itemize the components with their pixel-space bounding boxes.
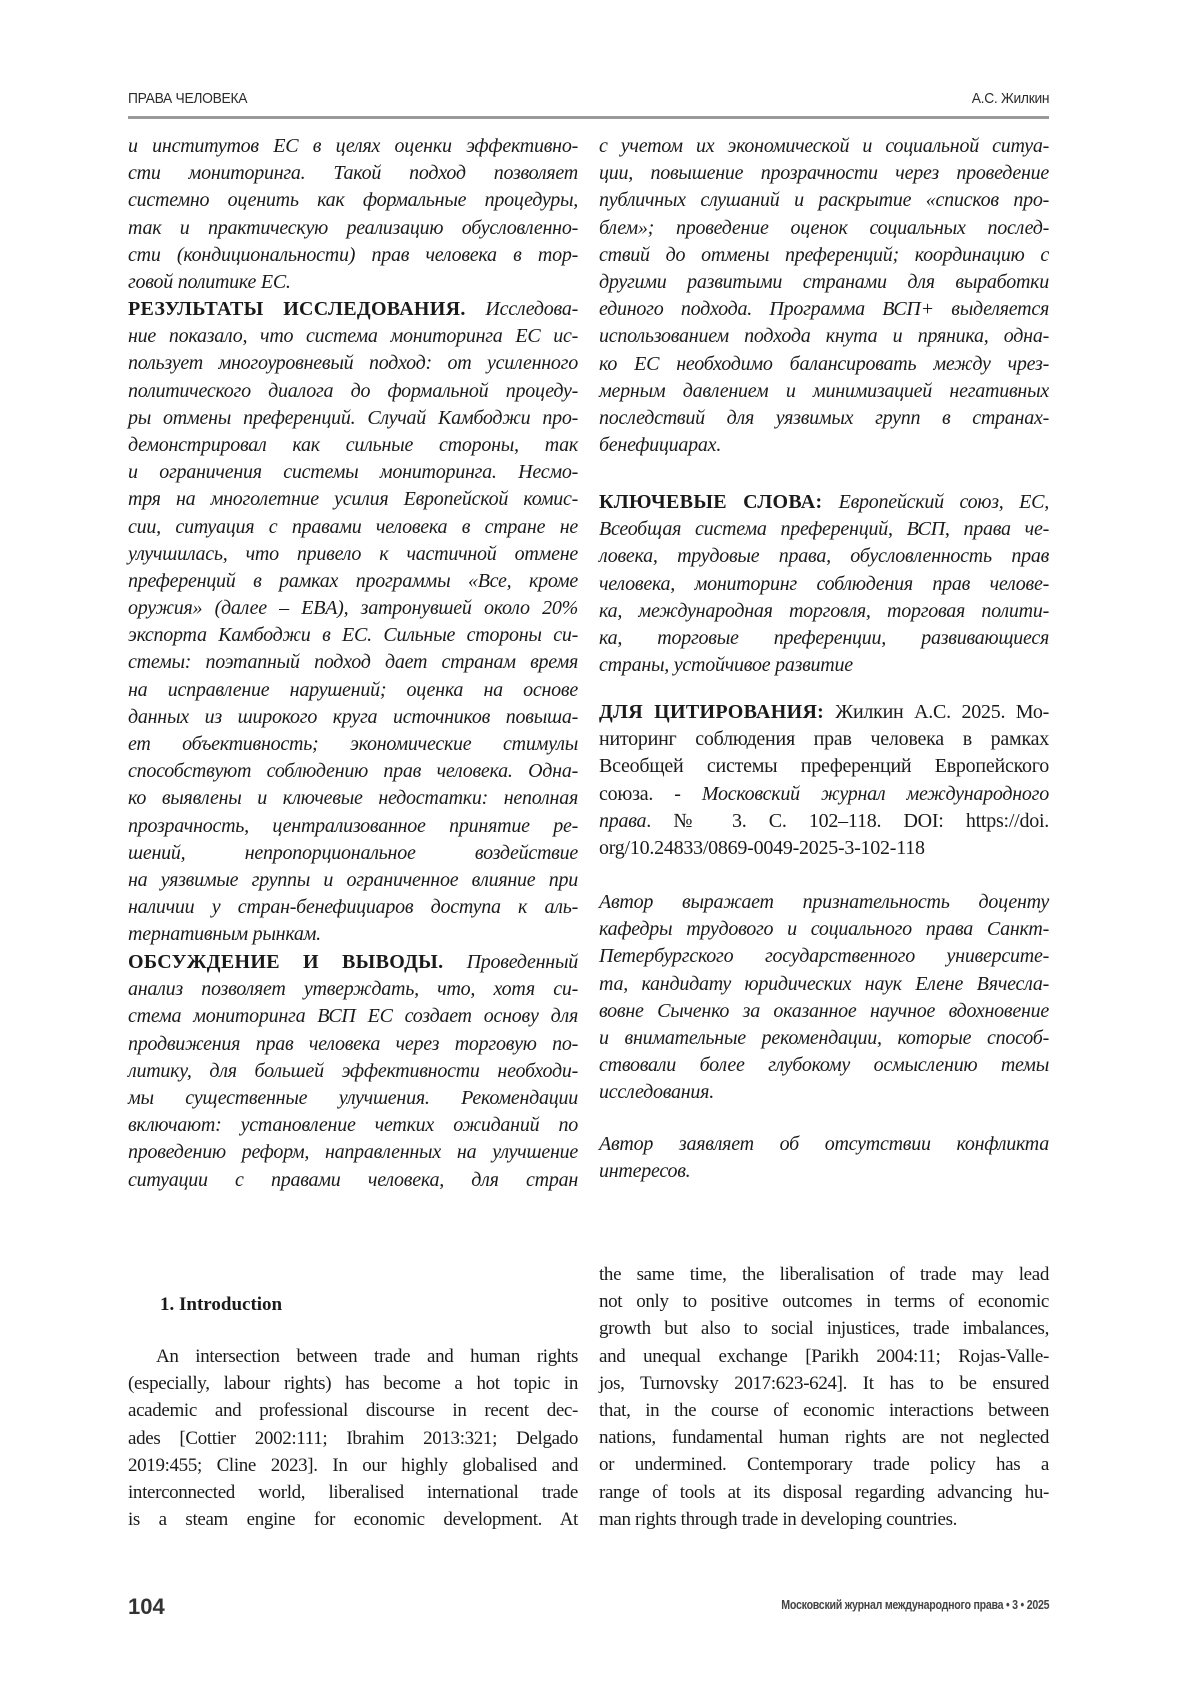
page-number: 104: [128, 1594, 165, 1620]
line-text: на уязвимые группы и ограниченное влияние при: [128, 869, 578, 891]
line-text: Всеобщей системы преференций Европейского: [599, 755, 1049, 777]
line-text: другими развитыми странами для выработки: [599, 271, 1049, 293]
line-text: мы существенные улучшения. Рекомендации: [128, 1087, 578, 1109]
keywords: [599, 489, 1049, 679]
acknowledgement: [599, 889, 1049, 1107]
line-text: преференций в рамках программы «Все, кроме: [128, 570, 578, 592]
line-text: Всеобщая система преференций, ВСП, права че-: [599, 518, 1049, 540]
text-line: [599, 1261, 1049, 1288]
line-text: пользует многоуровневый подход: от усиленного: [128, 352, 578, 374]
text-line: [599, 489, 1049, 516]
text-line: [128, 1343, 578, 1370]
text-line: [599, 516, 1049, 543]
text-line: [599, 1131, 1049, 1158]
text-line: [128, 1003, 578, 1030]
line-text: ка, торговые преференции, развивающиеся: [599, 627, 1049, 649]
line-text: ко ЕС необходимо балансировать между чрез-: [599, 353, 1049, 375]
text-line: [599, 625, 1049, 652]
line-text: Автор выражает признательность доценту: [599, 891, 1049, 913]
line-text: системно оценить как формальные процедуры,: [128, 189, 578, 211]
text-line: [128, 1031, 578, 1058]
line-text: or undermined. Contemporary trade policy has a: [599, 1454, 1049, 1475]
section-heading-introduction: 1. Introduction: [160, 1291, 282, 1318]
text-line: [128, 160, 578, 187]
line-text: улучшилась, что привело к частичной отмене: [128, 543, 578, 565]
line-text: Исследова-: [485, 298, 578, 320]
text-line: [128, 242, 578, 269]
line-text: range of tools at its disposal regarding advancing hu-: [599, 1482, 1049, 1503]
text-line: [128, 350, 578, 377]
line-text: ции, повышение прозрачности через проведение: [599, 162, 1049, 184]
text-line: [599, 1424, 1049, 1451]
line-text: ствовали более глубокому осмыслению темы: [599, 1054, 1049, 1076]
text-line: [599, 1052, 1049, 1079]
line-text: продвижения прав человека через торговую по-: [128, 1033, 578, 1055]
text-line: [599, 943, 1049, 970]
paragraph-lead: РЕЗУЛЬТАТЫ ИССЛЕДОВАНИЯ.: [128, 298, 485, 320]
text-line: [599, 753, 1049, 780]
text-line: [599, 160, 1049, 187]
line-text: сти мониторинга. Такой подход позволяет: [128, 162, 578, 184]
line-text: ние показало, что система мониторинга ЕС ис-: [128, 325, 578, 347]
text-line: [128, 758, 578, 785]
text-line: [128, 432, 578, 459]
text-line: [128, 894, 578, 921]
text-line: [599, 133, 1049, 160]
line-text: экспорта Камбоджи в ЕС. Сильные стороны си-: [128, 624, 578, 646]
abstract-methods-end: [128, 133, 578, 296]
text-line: [128, 269, 578, 296]
text-line: [128, 949, 578, 976]
text-line: [599, 571, 1049, 598]
text-line: [128, 731, 578, 758]
line-text: Автор заявляет об отсутствии конфликта: [599, 1133, 1049, 1155]
line-text: тря на многолетние усилия Европейской комис-: [128, 488, 578, 510]
line-text: Проведенный: [467, 951, 578, 973]
text-line: [128, 378, 578, 405]
text-line: [128, 486, 578, 513]
text-line: [128, 405, 578, 432]
text-line: [599, 215, 1049, 242]
line-text: ствий до отмены преференций; координацию с: [599, 244, 1049, 266]
text-line: [128, 1112, 578, 1139]
text-line: [128, 813, 578, 840]
line-text: публичных слушаний и раскрытие «списков про-: [599, 189, 1049, 211]
text-line: [128, 785, 578, 812]
line-text: проведению реформ, направленных на улучшение: [128, 1141, 578, 1163]
intro-paragraph: [128, 1343, 578, 1533]
text-segment: . № 3. С. 102–118. DOI: https://doi.: [646, 810, 1049, 832]
line-text: man rights through trade in developing countries.: [599, 1509, 957, 1530]
text-line: [599, 971, 1049, 998]
text-line: [599, 432, 1049, 459]
running-header-section: ПРАВА ЧЕЛОВЕКА: [128, 90, 247, 107]
text-line: [128, 541, 578, 568]
text-line: [128, 840, 578, 867]
text-line: [128, 187, 578, 214]
text-line: [599, 187, 1049, 214]
line-text: сии, ситуация с правами человека в стране не: [128, 516, 578, 538]
text-line: [599, 808, 1049, 835]
text-line: [599, 1079, 1049, 1106]
line-text: ниторинг соблюдения прав человека в рамках: [599, 728, 1049, 750]
running-header-author: А.С. Жилкин: [971, 90, 1049, 107]
line-text: Европейский союз, ЕС,: [839, 491, 1049, 513]
abstract-results: [128, 296, 578, 949]
line-text: (especially, labour rights) has become a hot topic in: [128, 1373, 578, 1394]
line-text: 2019:455; Cline 2023]. In our highly globalised and: [128, 1455, 578, 1476]
line-text: блем»; проведение оценок социальных послед-: [599, 217, 1049, 239]
line-text: и институтов ЕС в целях оценки эффективно-: [128, 135, 578, 157]
line-text: человека, мониторинг соблюдения прав челове-: [599, 573, 1049, 595]
line-text: вовне Сыченко за оказанное научное вдохновение: [599, 1000, 1049, 1022]
text-line: [128, 1085, 578, 1112]
line-text: так и практическую реализацию обусловленно-: [128, 217, 578, 239]
line-text: стема мониторинга ВСП ЕС создает основу для: [128, 1005, 578, 1027]
text-line: [599, 835, 1049, 862]
line-text: интересов.: [599, 1160, 690, 1182]
text-line: [599, 652, 1049, 679]
text-line: [599, 1451, 1049, 1478]
text-line: [599, 916, 1049, 943]
line-text: литику, для большей эффективности необходи-: [128, 1060, 578, 1082]
line-text: шений, непропорциональное воздействие: [128, 842, 578, 864]
text-line: [599, 1397, 1049, 1424]
intro-paragraph-continued: [599, 1261, 1049, 1533]
line-text: Петербургского государственного университе-: [599, 945, 1049, 967]
text-line: [128, 1167, 578, 1194]
line-text: включают: установление четких ожиданий по: [128, 1114, 578, 1136]
line-text: ades [Cottier 2002:111; Ibrahim 2013:321; Delgado: [128, 1428, 578, 1449]
text-line: [599, 726, 1049, 753]
line-text: jos, Turnovsky 2017:623-624]. It has to be ensured: [599, 1373, 1049, 1394]
text-line: [128, 296, 578, 323]
text-line: [128, 976, 578, 1003]
text-line: [128, 677, 578, 704]
line-text: и внимательные рекомендации, которые способ-: [599, 1027, 1049, 1049]
line-text: is a steam engine for economic development. At: [128, 1509, 578, 1530]
text-line: [599, 1370, 1049, 1397]
abstract-discussion-continued: [599, 133, 1049, 459]
line-text: that, in the course of economic interactions between: [599, 1400, 1049, 1421]
line-text: с учетом их экономической и социальной ситуа-: [599, 135, 1049, 157]
line-text: ловека, трудовые права, обусловленность прав: [599, 545, 1049, 567]
text-line: [128, 622, 578, 649]
text-line: [599, 378, 1049, 405]
line-text: academic and professional discourse in recent dec-: [128, 1400, 578, 1421]
line-text: тернативным рынкам.: [128, 923, 321, 945]
line-text: org/10.24833/0869-0049-2025-3-102-118: [599, 837, 925, 859]
text-line: [599, 296, 1049, 323]
text-line: [128, 867, 578, 894]
text-line: [599, 323, 1049, 350]
text-line: [128, 1425, 578, 1452]
line-text: способствуют соблюдению прав человека. Одна-: [128, 760, 578, 782]
text-line: [128, 1370, 578, 1397]
line-text: not only to positive outcomes in terms of economic: [599, 1291, 1049, 1312]
line-text: the same time, the liberalisation of trade may lead: [599, 1264, 1049, 1285]
text-line: [128, 514, 578, 541]
text-line: [599, 543, 1049, 570]
text-line: [599, 1506, 1049, 1533]
line-text: единого подхода. Программа ВСП+ выделяется: [599, 298, 1049, 320]
text-line: [599, 1288, 1049, 1315]
text-line: [128, 323, 578, 350]
line-text: nations, fundamental human rights are not neglected: [599, 1427, 1049, 1448]
line-text: и ограничения системы мониторинга. Несмо-: [128, 461, 578, 483]
conflict-of-interest: [599, 1131, 1049, 1185]
text-line: [128, 649, 578, 676]
line-text: сти (кондициональности) прав человека в тор-: [128, 244, 578, 266]
line-text: бенефициарах.: [599, 434, 721, 456]
line-text: данных из широкого круга источников повыша-: [128, 706, 578, 728]
header-divider: [128, 116, 1049, 119]
line-text: стемы: поэтапный подход дает странам время: [128, 651, 578, 673]
line-text: ко выявлены и ключевые недостатки: неполная: [128, 787, 578, 809]
line-text: growth but also to social injustices, trade imbalances,: [599, 1318, 1049, 1339]
text-line: [599, 998, 1049, 1025]
text-line: [128, 133, 578, 160]
line-text: та, кандидату юридических наук Елене Вячесла-: [599, 973, 1049, 995]
text-line: [599, 1025, 1049, 1052]
line-text: ры отмены преференций. Случай Камбоджи про-: [128, 407, 578, 429]
paragraph-lead: ОБСУЖДЕНИЕ И ВЫВОДЫ.: [128, 951, 467, 973]
journal-footer: Московский журнал международного права • 3 • 2025: [781, 1598, 1049, 1612]
text-line: [128, 1479, 578, 1506]
text-line: [128, 459, 578, 486]
citation: [599, 699, 1049, 862]
line-text: на исправление нарушений; оценка на основе: [128, 679, 578, 701]
line-text: An intersection between trade and human rights: [156, 1346, 578, 1367]
text-line: [599, 1158, 1049, 1185]
text-line: [128, 921, 578, 948]
text-line: [128, 1506, 578, 1533]
text-segment: права: [599, 810, 646, 832]
text-line: [599, 405, 1049, 432]
text-line: [599, 1479, 1049, 1506]
line-text: оружия» (далее – EBA), затронувшей около 20%: [128, 597, 578, 619]
text-line: [599, 1343, 1049, 1370]
line-text: кафедры трудового и социального права Санкт-: [599, 918, 1049, 940]
line-text: ситуации с правами человека, для стран: [128, 1169, 578, 1191]
line-text: ка, международная торговля, торговая полити-: [599, 600, 1049, 622]
line-text: последствий для уязвимых групп в странах-: [599, 407, 1049, 429]
line-text: говой политике ЕС.: [128, 271, 291, 293]
line-text: демонстрировал как сильные стороны, так: [128, 434, 578, 456]
paragraph-lead: ДЛЯ ЦИТИРОВАНИЯ:: [599, 701, 835, 723]
line-text: использованием подхода кнута и пряника, одна-: [599, 325, 1049, 347]
text-line: [599, 598, 1049, 625]
text-line: [128, 1058, 578, 1085]
line-text: and unequal exchange [Parikh 2004:11; Rojas-Valle-: [599, 1346, 1049, 1367]
text-line: [128, 595, 578, 622]
text-line: [599, 351, 1049, 378]
text-segment: Московский журнал международного: [702, 783, 1049, 805]
paragraph-lead: КЛЮЧЕВЫЕ СЛОВА:: [599, 491, 839, 513]
text-line: [599, 699, 1049, 726]
text-line: [599, 269, 1049, 296]
text-line: [128, 1397, 578, 1424]
line-text: прозрачность, централизованное принятие ре-: [128, 815, 578, 837]
line-text: Жилкин А.С. 2025. Мо-: [835, 701, 1049, 723]
text-line: [599, 242, 1049, 269]
line-text: исследования.: [599, 1081, 714, 1103]
line-text: политического диалога до формальной процеду-: [128, 380, 578, 402]
text-line: [128, 1139, 578, 1166]
text-line: [128, 215, 578, 242]
text-line: [128, 1452, 578, 1479]
line-text: interconnected world, liberalised international trade: [128, 1482, 578, 1503]
line-text: страны, устойчивое развитие: [599, 654, 853, 676]
line-text: ет объективность; экономические стимулы: [128, 733, 578, 755]
line-text: мерным давлением и минимизацией негативных: [599, 380, 1049, 402]
line-text: наличии у стран-бенефициаров доступа к аль-: [128, 896, 578, 918]
text-line: [599, 889, 1049, 916]
text-segment: союза. -: [599, 783, 702, 805]
line-text: анализ позволяет утверждать, что, хотя си-: [128, 978, 578, 1000]
text-line: [599, 781, 1049, 808]
text-line: [599, 1315, 1049, 1342]
text-line: [128, 568, 578, 595]
abstract-discussion: [128, 949, 578, 1194]
text-line: [128, 704, 578, 731]
